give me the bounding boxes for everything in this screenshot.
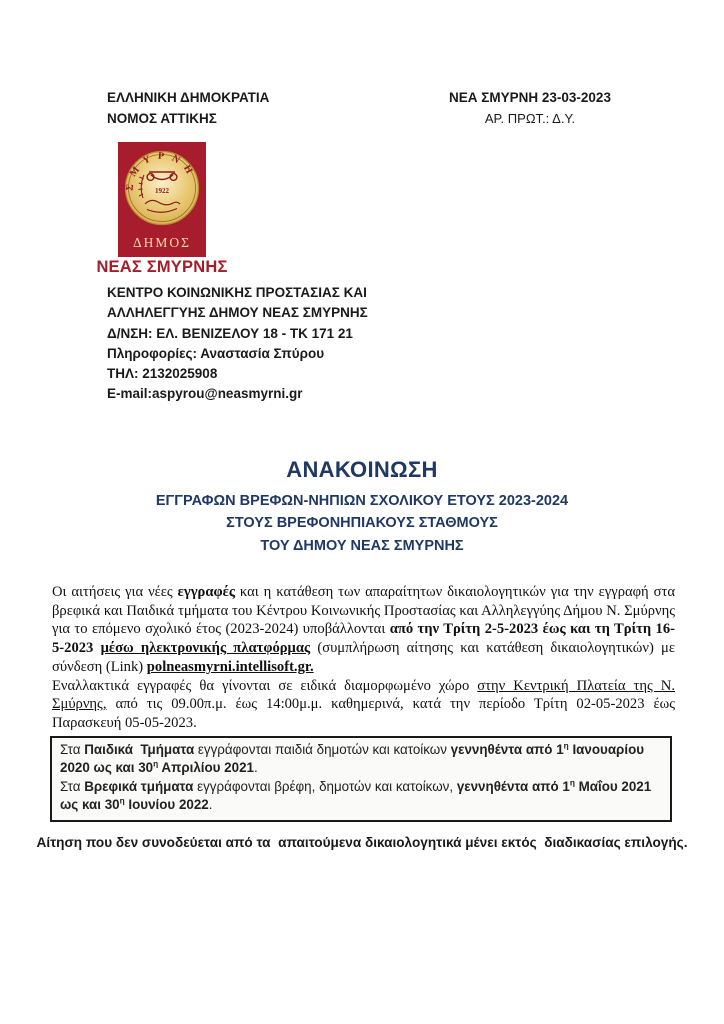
subtitle-line-1: ΕΓΓΡΑΦΩΝ ΒΡΕΦΩΝ-ΝΗΠΙΩΝ ΣΧΟΛΙΚΟΥ ΕΤΟΥΣ 2023-2024: [155, 493, 569, 509]
header-left: [107, 88, 269, 129]
seal-arc-text: ΣΜΥΡΝΗ: [124, 150, 198, 192]
org-name-line-2: ΑΛΛΗΛΕΓΓΥΗΣ ΔΗΜΟΥ ΝΕΑΣ ΣΜΥΡΝΗΣ: [107, 305, 368, 321]
email-line: E-mail:aspyrou@neasmyrni.gr: [107, 386, 303, 402]
municipal-seal-icon: [118, 142, 206, 257]
announcement-subtitle: [0, 490, 724, 557]
municipality-logo: [118, 142, 206, 257]
subtitle-line-3: ΤΟΥ ΔΗΜΟΥ ΝΕΑΣ ΣΜΥΡΝΗΣ: [260, 537, 464, 554]
eligibility-text: Στα Παιδικά Τμήματα εγγράφονται παιδιά δημοτών και κατοίκων γεννηθέντα από $1^\eta$ Ιανουαρίου 2020 ως και $30^\eta$ Απριλίου 2021. Στα Βρεφικά τμήματα εγγράφονται βρέφη, δημοτών και κατοίκων, γεννηθέντα από $1^\eta$ Μαΐου 2021 ως και $30^\eta$ Ιουνίου 2022.: [60, 740, 655, 813]
address-line: Δ/ΝΣΗ: ΕΛ. ΒΕΝΙΖΕΛΟΥ 18 - ΤΚ 171 21: [107, 325, 353, 341]
prefecture-line: ΝΟΜΟΣ ΑΤΤΙΚΗΣ: [107, 110, 217, 126]
announcement-title: ΑΝΑΚΟΙΝΩΣΗ: [286, 457, 438, 482]
title-block: [0, 457, 724, 557]
logo-dimos-label: ΔΗΜΟΣ: [132, 235, 192, 250]
footer-note: Αίτηση που δεν συνοδεύεται από τα απαιτούμενα δικαιολογητικά μένει εκτός διαδικασίας επιλογής.: [36, 835, 688, 850]
body-paragraph: Οι αιτήσεις για νέες εγγραφές και η κατάθεση των απαραίτητων δικαιολογητικών για την εγγραφή στα βρεφικά και Παιδικά τμήματα του Κέντρου Κοινωνικής Προστασίας και Αλληλεγγύης Δήμου Ν. Σμύρνης για το επόμενο σχολικό έτος (2023-2024) υποβάλλονται από την Τρίτη 2-5-2023 έως και τη Τρίτη 16-5-2023 μέσω ηλεκτρονικής πλατφόρμας (συμπλήρωση αίτησης και κατάθεση δικαιολογητικών) με σύνδεση (Link) polneasmyrni.intellisoft.gr. Εναλλακτικά εγγραφές θα γίνονται σε ειδικά διαμορφωμένο χώρο στην Κεντρική Πλατεία της Ν. Σμύρνης, από τις 09.00π.μ. έως 14:00μ.μ. καθημερινά, κατά την περίοδο Τρίτη 02-05-2023 έως Παρασκευή 05-05-2023.: [52, 584, 676, 731]
seal-year: 1922: [155, 187, 169, 195]
org-name-line-1: ΚΕΝΤΡΟ ΚΟΙΝΩΝΙΚΗΣ ΠΡΟΣΤΑΣΙΑΣ ΚΑΙ: [107, 285, 367, 300]
eligibility-box: [50, 736, 672, 822]
logo-municipality-name: ΝΕΑΣ ΣΜΥΡΝΗΣ: [96, 258, 228, 276]
info-contact-line: Πληροφορίες: Αναστασία Σπύρου: [107, 345, 325, 361]
republic-line: ΕΛΛΗΝΙΚΗ ΔΗΜΟΚΡΑΤΙΑ: [107, 90, 270, 105]
protocol-number-line: ΑΡ. ΠΡΩΤ.: Δ.Υ.: [484, 110, 576, 126]
phone-line: ΤΗΛ: 2132025908: [107, 366, 218, 382]
contact-block: [107, 283, 368, 405]
header-right: [440, 88, 620, 129]
place-date-line: ΝΕΑ ΣΜΥΡΝΗ 23-03-2023: [449, 90, 611, 105]
subtitle-line-2: ΣΤΟΥΣ ΒΡΕΦΟΝΗΠΙΑΚΟΥΣ ΣΤΑΘΜΟΥΣ: [226, 515, 498, 532]
